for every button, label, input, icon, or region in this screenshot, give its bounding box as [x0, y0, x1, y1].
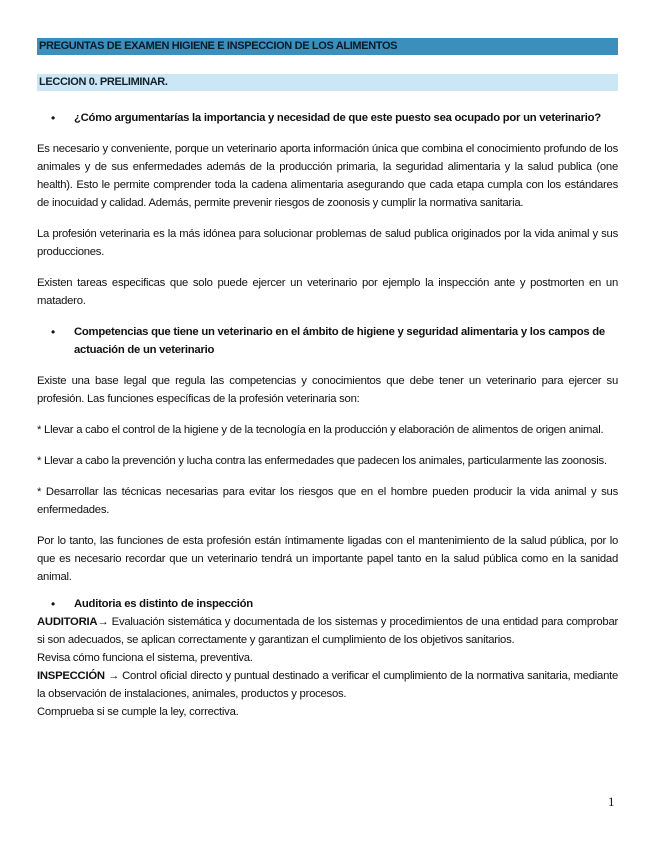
- paragraph-7: * Desarrollar las técnicas necesarias para evitar los riesgos que en el hombre pueden producir la vida animal y sus enfermedades.: [37, 486, 618, 516]
- question-3-text: Auditoria es distinto de inspección: [74, 598, 253, 610]
- paragraph-4: Existe una base legal que regula las competencias y conocimientos que debe tener un veterinario para ejercer su profesión. Las funciones específicas de la profesión veterinaria son:: [37, 375, 618, 405]
- auditoria-text: Evaluación sistemática y documentada de los sistemas y procedimientos de una entidad para comprobar si son adecuados, se aplican correctamente y garantizan el cumplimiento de los objetivos sanitarios.: [37, 616, 618, 646]
- question-2: [37, 323, 618, 359]
- arrow-right-icon: →: [107, 670, 119, 682]
- inspeccion-text: Control oficial directo y puntual destinado a verificar el cumplimiento de la normativa sanitaria, mediante la observación de instalaciones, animales, productos y procesos.: [37, 670, 619, 700]
- inspeccion-label: INSPECCIÓN: [37, 670, 105, 682]
- bullet-icon: •: [51, 597, 55, 611]
- question-2-text: Competencias que tiene un veterinario en el ámbito de higiene y seguridad alimentaria y los campos de actuación de un veterinario: [74, 326, 605, 356]
- bullet-icon: •: [51, 325, 55, 339]
- arrow-right-icon: →: [97, 616, 109, 628]
- inspeccion-definition: [37, 667, 618, 703]
- question-1: [37, 109, 618, 127]
- document-title: PREGUNTAS DE EXAMEN HIGIENE E INSPECCION DE LOS ALIMENTOS: [37, 38, 618, 55]
- auditoria-note: Revisa cómo funciona el sistema, preventiva.: [37, 652, 253, 664]
- paragraph-5: * Llevar a cabo el control de la higiene y de la tecnología en la producción y elaboración de alimentos de origen animal.: [37, 424, 604, 436]
- page-number: 1: [608, 794, 615, 809]
- paragraph-6: * Llevar a cabo la prevención y lucha contra las enfermedades que padecen los animales, particularmente las zoonosis.: [37, 455, 607, 467]
- paragraph-3: Existen tareas especificas que solo puede ejercer un veterinario por ejemplo la inspección ante y postmorten en un matadero.: [37, 277, 618, 307]
- auditoria-label: AUDITORIA: [37, 616, 98, 628]
- question-3: [37, 595, 618, 613]
- auditoria-definition: [37, 613, 618, 649]
- bullet-icon: •: [51, 111, 55, 125]
- inspeccion-note: Comprueba si se cumple la ley, correctiva.: [37, 706, 239, 718]
- paragraph-1: Es necesario y conveniente, porque un veterinario aporta información única que combina el conocimiento profundo de los animales y de sus enfermedades además de la producción primaria, la seguridad alimentaria y la salud publica (one health). Esto le permite comprender toda la cadena alimentaria asegurando que cada etapa cumpla con los estándares de inocuidad y calidad. Además, permite prevenir riesgos de zoonosis y cumplir la normativa sanitaria.: [37, 143, 618, 209]
- page-content: [37, 38, 618, 721]
- question-1-text: ¿Cómo argumentarías la importancia y necesidad de que este puesto sea ocupado por un veterinario?: [74, 112, 601, 124]
- paragraph-2: La profesión veterinaria es la más idónea para solucionar problemas de salud publica originados por la vida animal y sus producciones.: [37, 228, 618, 258]
- section-heading: LECCION 0. PRELIMINAR.: [37, 74, 618, 91]
- paragraph-8: Por lo tanto, las funciones de esta profesión están íntimamente ligadas con el mantenimiento de la salud pública, por lo que es necesario recordar que un veterinario tendrá un importante papel tanto en la salud pública como en la sanidad animal.: [37, 535, 618, 583]
